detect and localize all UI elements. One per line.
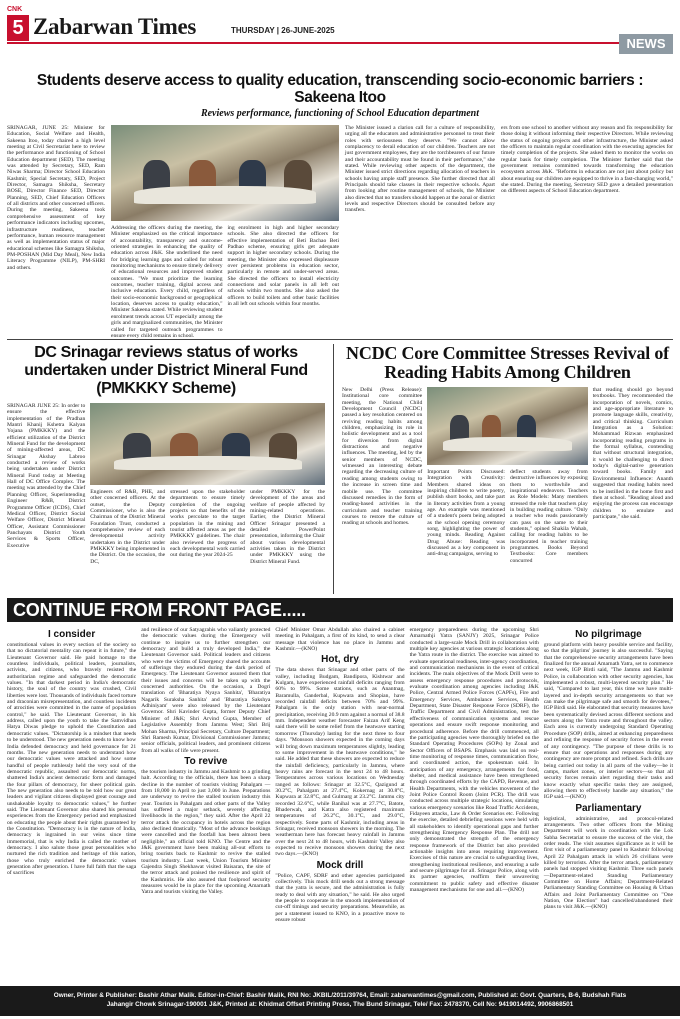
ncdc-photo: [427, 387, 588, 465]
bottom-col-4: [410, 627, 539, 1004]
cnk-tag: CNK: [7, 6, 23, 13]
story-head: I consider: [47, 629, 96, 640]
ncdc-col-3: deflect students away from destructive influences by exposing them to worthwhile and inspirational endeavors. Teachers as Role Models: Many members stressed the role that teachers play in building reading culture. "Only a teacher who reads passionately can pass on the same to their students," opined Shakila Wahab, calling for reading habits to be incorporated in teacher training programmes. Books Beyond Textbooks: Core members concurred: [510, 469, 588, 564]
lead-subhead: Reviews performance, functioning of School Education department: [200, 108, 480, 119]
section-label: NEWS: [619, 34, 673, 54]
lead-headline: Students deserve access to quality education, transcending socio-economic barriers : Sakeena Itoo: [36, 72, 644, 106]
story-head: Mock drill: [316, 859, 364, 871]
lead-center: [111, 125, 339, 339]
story-text: ground platform with heavy possible service and facility, so that the pilgrims' journey is also successful. "Saying that the comprehensive security arrangements have been finalized for the annual Amarnath Yatra, set to commence next week, IGP Birdi said, "The Jammu and Kashmir Police, in collaboration with other security agencies, has implemented a robust, multi-layered security plan." He said, "Compared to last year, this time we have multi-layered and in-depth security arrangements so that we can make the pilgrimage safe and smooth for devotees," IGP Birdi said. He elaborated that security measures have been systematically devised across different sections and sectors along the Yatra route and throughout the valley. Each area is currently undergoing Standard Operating Procedure (SOP) drills, aimed at enhancing preparedness and refining the response of security forces in the event of any contingency. "The purpose of these drills is to ensure that our operations and responses during any contingency are more prompt and refined. Such drills are being carried out today in all parts of the valley—be it camps, market zones, or interior sectors—so that all security forces remain alert regarding their tasks and know exactly what specific tasks they are assigned, allowing them to effectively handle any situation," the IGP said.—(KNO): [543, 642, 674, 801]
section-divider: [7, 339, 673, 340]
story-text: and resilience of our Satyagrahis who valiantly protected the democratic values during the Emergency will continue to inspire us to further strengthen our democracy and build a truly developed India," the Lieutenant Governor said. Political leaders and citizens who were the victims of Emergency shared the accounts of sufferings they endured during the dark period of Emergency. The Lieutenant Governor assured them that their issues and concerns will be taken up with the concerned authorities. On the occasion, a Dogri translation of 'Bharatiya Nyaya Sanhita', 'Bharatiya Nagarik Suraksha Sanhita' and 'Bharatiya Sakshya Adhiniyam' were also released by the Lieutenant Governor. Shri Kavinder Gupta, former Deputy Chief Minister of J&K; Shri Arvind Gupta, Member of Legislative Assembly from Jammu West; Shri Brij Mohan Sharma, Principal Secretary, Culture Department; Shri Ramesh Kumar, Divisional Commissioner Jammu; senior officials, political leaders, and prominent citizens from all walks of life were present.: [141, 627, 271, 754]
imprint-line-2: Jahangir Chowk Srinagar-190001 J&K, Printed at: Khidmat Offset Printing Press, The Bund Srinagar, Tele/ Fax: 2478370, Cell No: 9419014492, 9906868501: [106, 1000, 574, 1008]
continued-stories: [7, 627, 673, 1004]
lead-col-2: Addressing the officers during the meeting, the Minister emphasized on the critical importance of accountability, transparency and outcome-oriented strategies in enhancing the quality of education across J&K. She underlined the need for bridging learning gaps and called for robust monitoring mechanisms to ensure timely delivery of educational resources and improved student outcomes. "We must prioritize the learning outcomes, teacher training, digital access and inclusive education. Every child, regardless of their socio-economic background or geographical location, deserves access to quality education," Minister Sakeena stated. While reviewing student enrolment trends across UT especially among the girls and marginalized communities, the Minister called for targeted outreach programmes to ensure every child remains in school.: [111, 225, 223, 339]
masthead-rule: [7, 42, 673, 44]
bottom-col-5: [544, 627, 673, 1004]
dmf-col-3: stressed upon the stakeholder departments to ensure timely completion of the ongoing projects so that benefits of the works percolate to the target population in the mining and tourist affected areas as per the PMKKKY guidelines. The chair also reviewed the progress of each developmental work carried out during the year 2024-25: [170, 489, 246, 559]
story-text: emergency preparedness during the upcoming Shri Amarnathji Yatra (SANJY) 2025, Srinagar Police conducted a large-scale Mock Drill in collaboration with multiple key agencies at various strategic locations along the Yatra route in the district. The exercise was aimed to evaluate operational readiness, inter-agency coordination, and communication mechanisms in the event of critical incidents. The main objectives of the Mock Drill were to assess emergency response procedures and protocols, evaluate coordination among agencies including J&K Police, Central Armed Police Forces (CAPFs), Fire and Emergency Services, Ambulance Services, Health Department, State Disaster Response Force (SDRF), the Traffic Department and Civil Administration, test the effectiveness of communication systems and rescue operations and ensure swift response monitoring and procedural adherence. Before the drill commenced, all the participating agencies were thoroughly briefed on the Standard Operating Procedures (SOPs) by Zonal and Sector Officers of BSAPS. Emphasis was laid on real-time monitoring of response times, communication flow, and coordinated action, the spokesman said. In anticipation of any emergency, arrangements for food, shelter, and medical assistance have been strengthened through coordinated efforts by the CAPD, Revenue, and Health Departments, with the vehicles movement of the Joint Police Control Room (Joint PCR). The drill was conducted across multiple strategic locations, simulating various emergency scenarios like Road Traffic Accidents, Fidayeen attacks, Law & Order Scenarios etc. Following the exercise, detailed debriefing sessions were held with all stakeholders to identify operational gaps and further strengthening Emergency Response Plan. The drill not only demonstrated the strength of the emergency response framework of the District but also provided actionable insights into areas requiring improvement. Exercises of this nature are crucial to safeguarding lives, strengthening institutional resilience, and ensuring a safe and secure pilgrimage for all. Srinagar Police, along with its partner agencies, reaffirm their unwavering commitment to public safety and effective disaster management mechanisms for one and all.—(KNO): [409, 627, 539, 894]
dmf-story: [7, 344, 325, 594]
lead-col-3: ing enrolment in high and higher secondary schools. She also directed the officers for effective implementation of Beti Bachao Beti Padhao scheme, ensuring girls get adequate support in higher secondary schools. During the meeting, the Minister also expressed displeasure over persistent problems in education sector, particularly in remote and under-served areas. She directed the officers to install electricity connections and solar panels in all left out schools within two months. She also asked the officers to build toilets and other basic facilities in all left out schools within four months.: [227, 225, 339, 308]
middle-section: [7, 344, 673, 594]
ncdc-col-1: New Delhi (Press Release): Institutional core committee meeting, the National Child Development Council (NCDC) passed a key resolution centered on reviving reading habits among children, emphasizing its role in holistic development and as a tool for diversion from digital distractions and negative influences. The meeting, led by the senior members of NCDC, witnessed an interesting debate regarding the decreasing culture of reading among students owing to the increase in screen time and mobile use. The committee discussed remedies in the form of reading-based activities in the curriculum and teacher training courses to restore the culture of reading at schools and homes.: [342, 387, 423, 527]
dmf-col-4: under PMKKKY for the development of the areas and welfare of people affected by mining-related operations. Earlier, the District Mineral Officer Srinagar presented a detailed PowerPoint presentation, informing the Chair about various developmental activities taken in the District under PMKKKY using the District Mineral Fund.: [250, 489, 326, 565]
dateline: THURSDAY | 26-JUNE-2025: [231, 26, 335, 35]
meeting-photo: [111, 125, 339, 221]
story-text: logistical, administrative, and protocol-related arrangements. Two other officers from the Mining Department will work in coordination with the Lok Sabha Secretariat to ensure the success of the visit, the order reads. The visit assumes significance as it will be first visit of a parliamentary panel to Kashmir following April 22 Pahalgam attack in which 26 civilians were killed by terrorists. After the terror attack, parliamentary panels had stopped visiting Kashmir. Three such panels—Department-related Standing Parliamentary Committee on Home Affairs; Department-Related Parliamentary Standing Committee on Housing & Urban Affairs and Joint Parliamentary Committee on "One Nation, One Election" had cancelled/abandoned their plans to visit J&K.—(KNO): [543, 815, 674, 911]
story-text: constitutional values in every section of the society so that no dictatorial mentality can repeat it in future," the Lieutenant Governor said. He paid homage to the countless individuals, political leaders, journalists, activists, and citizens, who bravely resisted the authoritarian regime and safeguarded the democratic values. "In that darkest period in India's democratic history, the soul of the country was crushed, Civil liberties were lost. Thousands of individuals faced torture and draconian misrepresentation, and countless incidents of atrocities were committed in the name of population control," he said. The Lieutenant Governor, in his address, called upon the youth to take the Samvidhan Hatya Diwas pledge to uphold the Constitution and democratic values. "Dictatorship is a mindset that needs to be understood. The new generation needs to know how India defended democracy and held governance for 21 months. The new generation needs to understand how our democratic values were attacked and how some handful of people ruthlessly held the very soul of the democratic republic, assaulted our democratic norms, shattered India's ancient democratic form and damaged the four pillars of democracy, for sheer political gain. The new generation also needs to be told how our great leaders and vigilant citizens displayed great courage and unshakeable loyalty to democratic values," he further said. The Lieutenant Governor also shared his personal experiences from the Emergency period and emphasized on educating the people about their rights guaranteed by the Constitution. "Democracy is in the nature of India, democracy is ingrained in our veins since time immemorial, that is why India is called the mother of democracy. I also salute those great personalities who nurtured the rich tradition and heritage of this nation, those who truly enriched the democratic values generation after generation. I have full faith that the saga of sacrifices: [7, 642, 137, 877]
dmf-photo: [90, 403, 325, 485]
bottom-col-2: [141, 627, 270, 1004]
dmf-col-2: Engineers of R&B, PHE, and other concerned officers. At the outset, the Deputy Commissioner, who is also the Chairman of the District Mineral Foundation Trust, conducted a comprehensive review of each developmental activity undertaken in the District under PMKKKY being implemented in the District. On the occasion, the DC,: [90, 489, 166, 565]
imprint-footer: [0, 986, 680, 1016]
story-text: Chief Minister Omar Abdullah also chaired a cabinet meeting in Pahalgam, a first of its kind, to send a clear message that violence has no place in Jammu and Kashmir.—(KNO): [275, 627, 405, 653]
story-head: To revive: [184, 755, 228, 767]
story-text: "Police, CAPF, SDRF and other agencies participated collectively. This mock drill sends out a strong message that the yatra is secure, and the administration is fully ready to deal with any situation," he said. He also urged the people to cooperate in the smooth implementation of cut-off timings and security preparations. Meanwhile, as per a statement issued to KNO, in a proactive move to ensure robust: [275, 872, 405, 924]
story-head: No pilgrimage: [575, 629, 642, 640]
bottom-col-3: [275, 627, 404, 1004]
lead-col-1: SRINAGAR, JUNE 25: Minister for Education, Social Welfare and Health, Sakeena Itoo, today chaired a high level meeting at Civil Secretariat here to review the performance and functioning of School Education department (SED). The meeting was attended by Secretary, SED, Ram Niwas Sharma; Director School Education Kashmir, Special Secretary, SED, Project Director, Samagra Shiksha, Secretary BOSE, Director Finance SED, Director Planning, SED, Chief Education Officers of all districts and other concerned officers. During the meeting, Sakeena took comprehensive assessment of key performance indicators including upcomes, infrastructure readiness, teacher performance, human resource management as well as implementation status of major educational schemes like Samagra Shiksha, PM-POSHAN (Mid Day Meal), New India Literacy Programme (NILP), PM-SHRI and others.: [7, 125, 105, 271]
ncdc-col-4: that reading should go beyond textbooks. They recommended the incorporation of novels, comics, and age-appropriate literature to promote language skills, creativity, and critical thinking. Curriculum Integration as a Solution: Mohammad Rizwan emphasized incorporating reading programs in the formal syllabus, contending that without structural integration, it would be challenging to direct today's digital-native generation toward books. Family and Environmental Influence: Ananth suggested that reading habits need to be instilled in the home first and then at school. "Reading aloud and enjoying the process can encourage children to emulate and participate," she said.: [592, 387, 673, 520]
dmf-col-1: SRINAGAR JUNE 25: In order to ensure the effective implementation of the Pradhan Mantri Khanij Kshetra Kalyan Yojana (PMKKKY) and the efficient utilization of the District Mineral Fund for the development of mining-affected areas, DC Srinagar Akshay Labroo conducted a review of works being undertaken under District Mineral Fund today at Meeting Hall of DC Office Complex. The meeting was attended by the Chief Planning Officer, Superintending Engineer R&B, District Programme Officer (ICDS), Chief Medical Officer, District Social Welfare Officer, District Mineral Officer, Assistant Commissioner Panchayats District Youth Services & Sports Officer, Executive: [7, 403, 86, 549]
brand-logo: Zabarwan Times: [33, 14, 197, 39]
dmf-headline: DC Srinagar reviews status of works undertaken under District Mineral Fund (PMKKKY Scheme): [24, 344, 308, 397]
lead-col-4: The Minister issued a clarion call for a culture of responsibility, urging all the educators and administrative personnel to treat their roles with seriousness they deserve. "We cannot allow complacency to derail education of our children. Teachers are not just government employees, they are the torchbearers of our future and their accountability must be found in their performance," she stated. While reviewing other aspects of the department, the Minister issued strict directions regarding allocation of teachers in schools having ample staff presence. She further directed that all Principals should take classes in their respective schools. Apart from looking after routine management of schools, the Minister also directed that no transfers should happen at the zonal or district levels and respective Directors should be consulted before any transfers.: [345, 125, 495, 214]
bottom-col-1: [7, 627, 136, 1004]
page-number: 5: [7, 15, 29, 41]
lead-story: [7, 125, 673, 339]
lead-col-5: ers from one school to another without any reason and fix responsibility for those doing it without informing their respective Directors. While reviewing the status of ongoing projects and other infrastructure, the Minister asked the officers to maintain regular coordination with the executing agencies for timely completion of the projects. She asked them to monitor the works on regular basis for timely completion. The Minister further said that the government remains committed towards transforming the education ecosystem across J&K. "Reforms in education are not just about policy but about ensuring our children are equipped to thrive in a fast-changing world," she stated. During the meeting, Secretary SED gave a detailed presentation on different aspects of School Education department.: [501, 125, 673, 195]
ncdc-col-2: Important Points Discussed: Integration with Creativity: Members shared ideas on inspiring children to write poetry, publish short books, and take part in literary activities from a young age. An example was mentioned of a student's poem being adopted as the school opening ceremony song, highlighting the power of young minds. Reading Against Drug Abuse: Reading was discussed as a key component in anti-drug campaigns, serving to: [427, 469, 505, 558]
vertical-rule: [333, 344, 334, 594]
ncdc-story: [342, 344, 673, 594]
continue-banner: CONTINUE FROM FRONT PAGE.....: [7, 598, 673, 622]
imprint-line-1: Owner, Printer & Publisher: Bashir Athar Malik. Editor-in-Chief: Bashir Malik, RNI No: JKBIL/2011/39764, Email: zabarwantimes@gmail.com, Published at: Govt. Quarters, B-6, Budshah Flats: [53, 992, 627, 999]
story-head: Hot, dry: [321, 654, 359, 666]
ncdc-headline: NCDC Core Committee Stresses Revival of Reading Habits Among Children: [346, 343, 669, 382]
masthead: [7, 6, 673, 60]
story-text: The data shows that Srinagar and other parts of the valley, including Budgam, Bandipora, Kishtwar and Kulgam, have experienced rainfall deficits ranging from 60% to 99%. Some stations, such as Anantnag, Baramulla, Ganderbal, Kupwara and Shopian, have recorded rainfall deficits between 70% and 99%. Pahalgam is the only station with near-normal precipitation, receiving 20.9 mm against a normal of 38.8 mm. Independent weather forecaster Faizan Arif Keng said there will be some relief from the heatwave starting tomorrow (Thursday) lasting for the next three to four days. "Monsoon showers expected in the coming days will bring down maximum temperatures slightly, leading to some improvement in the heatwave conditions," he said. He added that these showers are expected to reduce the rainfall deficiency, particularly in Jammu, where heavy rains are forecast in the next 24 to 48 hours. Temperatures across various locations on Wednesday ranged as follows: Srinagar at 32.5°C, Qazigund at 30.2°C, Pahalgam at 27.4°C, Kokernag at 30.8°C, Kupwara at 32.8°C, and Gulmarg at 23.2°C. Jammu city recorded 32.6°C, while Banihal was at 27.7°C, Batote, Bhaderwah, and Katra also registered maximum temperatures of 26.2°C, 30.1°C, and 29.0°C, respectively. Some parts of Kashmir, including areas in Srinagar, received monsoon showers in the morning. The weatherman here has forecast heavy rainfall in Jammu over the next 24 to 48 hours, with Kashmir Valley also expected to receive monsoon showers during the next two days.—(KNO): [275, 667, 405, 858]
story-text: the tourism industry in Jammu and Kashmir to a grinding halt. According to the officials, there has been a sharp decline in the number of tourists visiting Pahalgam — from 18,000 in April to just 3,000 in June. Preparations are underway to revive the stalled tourism industry this year. Tourists in Pahalgam and other parts of the Valley has suffered a major setback, severely affecting livelihoods in the region," they said. After the April 22 terror attack the occupancy in hotels across the region also declined drastically. "Most of the advance bookings were cancelled and the footfall has been almost been negligible," an official told KNO. The Centre and the J&K government have been making all-out efforts to bring tourists back to Kashmir to revive the stalled tourism industry. Last week, Union Tourism Minister Gajendra Singh Shekhawat visited Baisaran, the site of the terror attack and praised the resilience and spirit of the Kashmiris. He also assured that foolproof security measures would be in place for the upcoming Amarnath Yatra and tourists visiting the Valley.: [141, 768, 271, 896]
story-head: Parliamentary: [575, 802, 642, 814]
